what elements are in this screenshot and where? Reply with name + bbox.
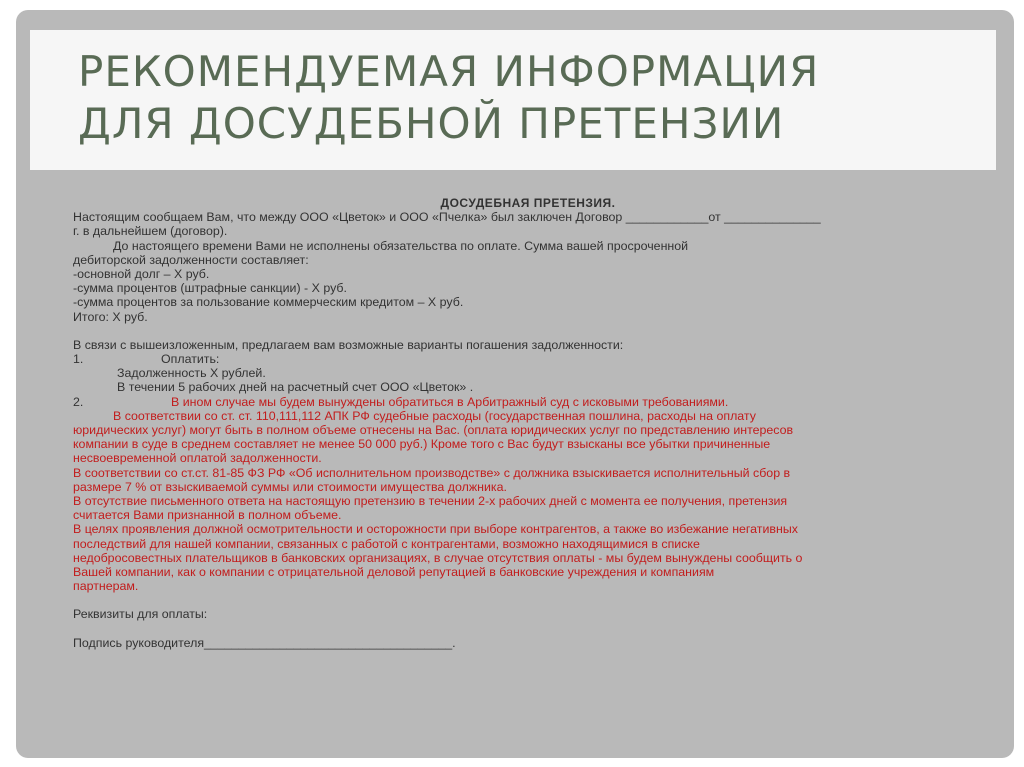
- option-1-term: В течении 5 рабочих дней на расчетный счет ООО «Цветок» .: [117, 380, 474, 395]
- option-1-number: 1.: [73, 352, 84, 367]
- caution-line-2: последствий для нашей компании, связанных с работой с контрагентами, возможно находящимися в списке: [73, 536, 700, 551]
- costs-line-1: В соответствии со ст. ст. 110,111,112 АПК РФ судебные расходы (государственная пошлина, расходы на оплату: [113, 408, 756, 423]
- caution-line-4: Вашей компании, как о компании с отрицательной деловой репутацией в банковские учреждения и компаниям: [73, 565, 715, 580]
- noreply-line-2: считается Вами признанной в полном объеме.: [73, 508, 342, 523]
- noreply-line-1: В отсутствие письменного ответа на настоящую претензию в течении 2-х рабочих дней с момента ее получения, претензия: [73, 494, 788, 509]
- claim-document: [73, 196, 983, 650]
- caution-line-1: В целях проявления должной осмотрительности и осторожности при выборе контрагентов, а также во избежание негативных: [73, 522, 798, 537]
- fee-line-1: В соответствии со ст.ст. 81-85 ФЗ РФ «Об исполнительном производстве» с должника взыскивается исполнительный сбор в: [73, 465, 791, 480]
- signature-line: Подпись руководителя____________________________________.: [73, 635, 456, 650]
- requisites-line: Реквизиты для оплаты:: [73, 607, 208, 622]
- costs-line-2: юридических услуг) могут быть в полном объеме отнесены на Вас. (оплата юридических услуг по представлению интересов: [73, 423, 794, 438]
- intro-line-2: г. в дальнейшем (договор).: [73, 224, 228, 239]
- overdue-line-2: дебиторской задолженности составляет:: [73, 252, 309, 267]
- option-1-debt: Задолженность Х рублей.: [117, 366, 266, 381]
- spacer: [73, 593, 983, 607]
- title-line-1: РЕКОМЕНДУЕМАЯ ИНФОРМАЦИЯ: [78, 47, 820, 96]
- options-intro: В связи с вышеизложенным, предлагаем вам возможные варианты погашения задолженности:: [73, 337, 624, 352]
- option-2-text: В ином случае мы будем вынуждены обратиться в Арбитражный суд с исковыми требованиями.: [171, 394, 729, 409]
- costs-line-4: несвоевременной оплатой задолженности.: [73, 451, 322, 466]
- penalty-line: -сумма процентов (штрафные санкции) - Х руб.: [73, 281, 347, 296]
- caution-line-3: недобросовестных плательщиков в банковских организациях, в случае отсутствия оплаты - мы будем вынуждены сообщить о: [73, 550, 803, 565]
- intro-line-1: Настоящим сообщаем Вам, что между ООО «Цветок» и ООО «Пчелка» был заключен Договор ____________от ______________: [73, 210, 821, 225]
- slide-title: [78, 46, 978, 150]
- option-2-number: 2.: [73, 394, 84, 409]
- option-1-label: Оплатить:: [161, 352, 220, 367]
- credit-interest-line: -сумма процентов за пользование коммерческим кредитом – Х руб.: [73, 295, 464, 310]
- total-line: Итого: Х руб.: [73, 309, 148, 324]
- fee-line-2: размере 7 % от взыскиваемой суммы или стоимости имущества должника.: [73, 479, 507, 494]
- spacer: [73, 324, 983, 338]
- option-2-row: [73, 395, 983, 409]
- spacer: [73, 622, 983, 636]
- main-debt-line: -основной долг – Х руб.: [73, 267, 210, 282]
- doc-heading: ДОСУДЕБНАЯ ПРЕТЕНЗИЯ.: [440, 196, 616, 210]
- costs-line-3: компании в суде в среднем составляет не менее 50 000 руб.) Кроме того с Вас будут взысканы все убытки причиненные: [73, 437, 771, 452]
- overdue-line-1: До настоящего времени Вами не исполнены обязательства по оплате. Сумма вашей просроченной: [113, 238, 689, 253]
- option-1-row: [73, 352, 983, 366]
- title-line-2: ДЛЯ ДОСУДЕБНОЙ ПРЕТЕНЗИИ: [78, 99, 785, 148]
- caution-line-5: партнерам.: [73, 579, 139, 594]
